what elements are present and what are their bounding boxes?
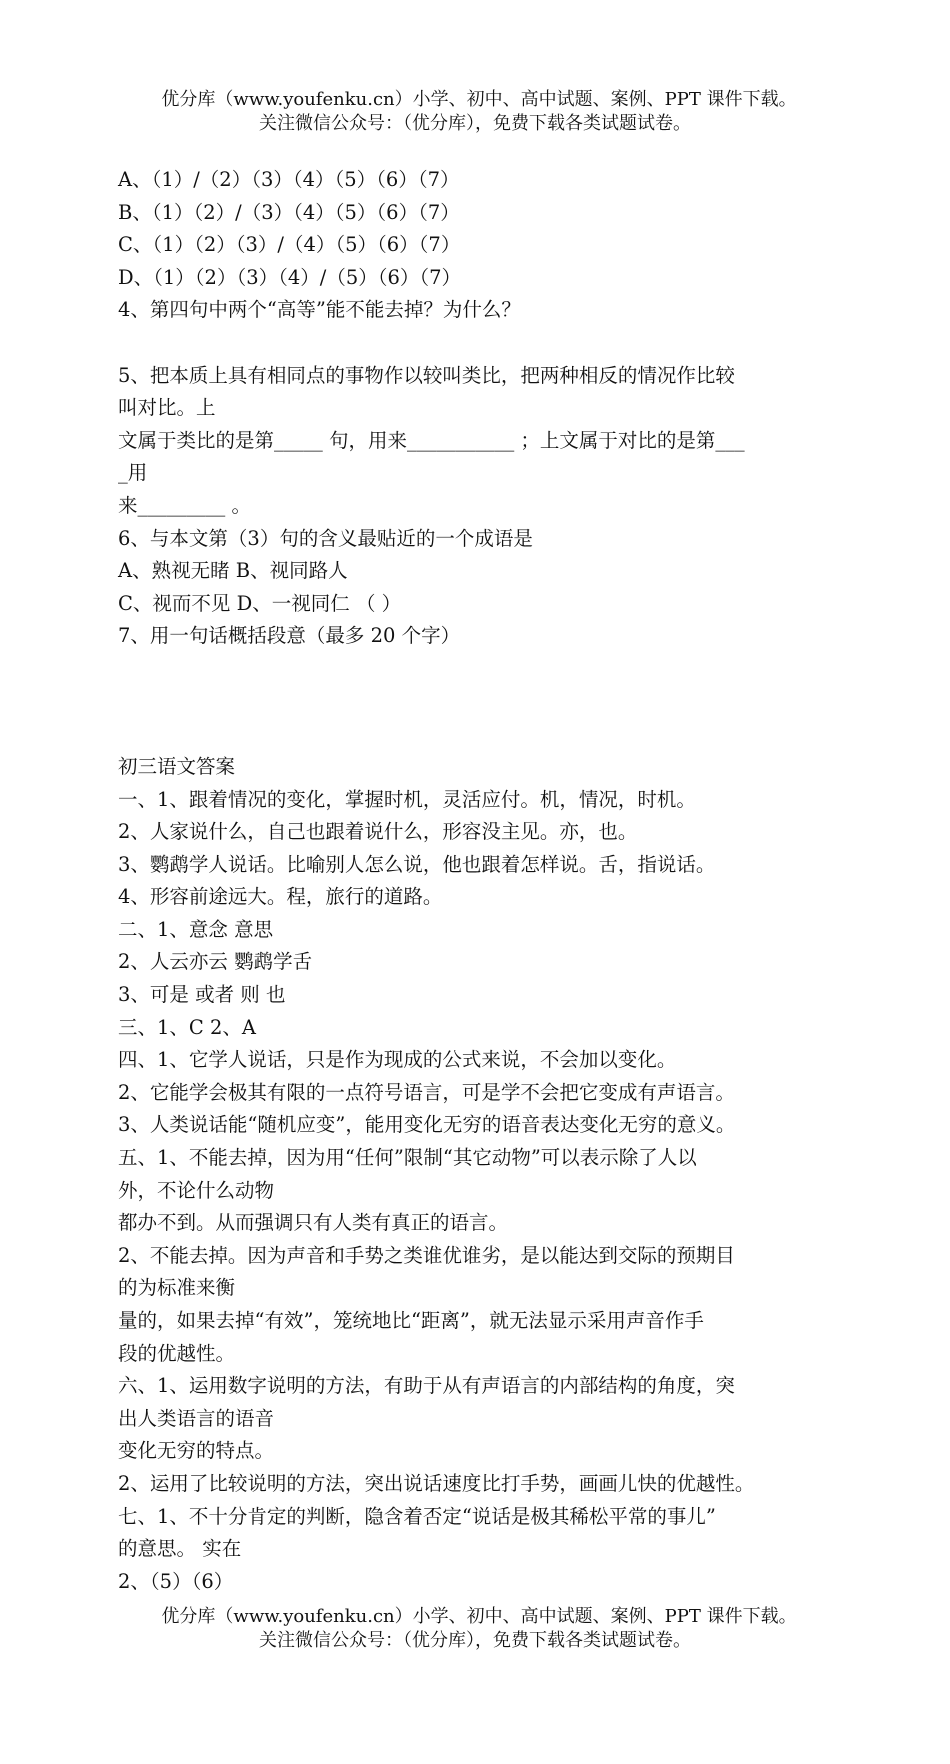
answer-line: 变化无穷的特点。 — [118, 1439, 275, 1463]
header-line-1: 优分库（www.youfenku.cn）小学、初中、高中试题、案例、PPT 课件下载。 — [161, 89, 797, 110]
answer-line: 3、人类说话能“随机应变”，能用变化无穷的语音表达变化无穷的意义。 — [118, 1113, 736, 1137]
document-body — [118, 164, 828, 1598]
question-6-options-ab: A、熟视无睹 B、视同路人 — [118, 559, 348, 583]
answer-line: 都办不到。从而强调只有人类有真正的语言。 — [118, 1211, 509, 1235]
page-header — [0, 88, 950, 136]
answer-line: 七、1、不十分肯定的判断，隐含着否定“说话是极其稀松平常的事儿” — [118, 1504, 716, 1528]
answer-line: 出人类语言的语音 — [118, 1406, 275, 1430]
question-5-line: 文属于类比的是第_____ 句，用来___________ ；上文属于对比的是第___ — [118, 428, 745, 452]
option-b: B、（1）（2）/（3）（4）（5）（6）（7） — [118, 200, 460, 224]
answer-line: 2、不能去掉。因为声音和手势之类谁优谁劣，是以能达到交际的预期目 — [118, 1243, 735, 1267]
option-a: A、（1）/（2）（3）（4）（5）（6）（7） — [118, 168, 460, 191]
question-5-line: 5、把本质上具有相同点的事物作以较叫类比，把两种相反的情况作比较 — [118, 363, 735, 387]
question-7: 7、用一句话概括段意（最多 20 个字） — [118, 624, 461, 648]
answer-line: 2、它能学会极其有限的一点符号语言，可是学不会把它变成有声语言。 — [118, 1080, 735, 1104]
answer-line: 量的，如果去掉“有效”，笼统地比“距离”，就无法显示采用声音作手 — [118, 1309, 704, 1332]
answer-line: 五、1、不能去掉，因为用“任何”限制“其它动物”可以表示除了人以 — [118, 1146, 697, 1170]
answer-line: 外，不论什么动物 — [118, 1178, 275, 1202]
answer-line: 四、1、它学人说话，只是作为现成的公式来说，不会加以变化。 — [118, 1048, 677, 1072]
question-6-options-cd: C、视而不见 D、一视同仁 （ ） — [118, 591, 402, 615]
footer-line-1: 优分库（www.youfenku.cn）小学、初中、高中试题、案例、PPT 课件下载。 — [161, 1606, 797, 1627]
question-5-line: 叫对比。上 — [118, 396, 216, 420]
page-footer — [0, 1605, 950, 1653]
answer-line: 的意思。 实在 — [118, 1537, 242, 1561]
answer-line: 2、人云亦云 鹦鹉学舌 — [118, 950, 313, 974]
answer-line: 2、（5）（6） — [118, 1569, 234, 1593]
option-d: D、（1）（2）（3）（4）/（5）（6）（7） — [118, 265, 462, 289]
answer-line: 二、1、意念 意思 — [118, 917, 274, 941]
header-line-2: 关注微信公众号：（优分库），免费下载各类试题试卷。 — [259, 113, 691, 134]
question-5-line: _用 — [118, 461, 148, 485]
answer-line: 段的优越性。 — [118, 1341, 236, 1365]
question-6: 6、与本文第（3）句的含义最贴近的一个成语是 — [118, 526, 533, 550]
answer-line: 的为标准来衡 — [118, 1276, 236, 1300]
answer-line: 六、1、运用数字说明的方法，有助于从有声语言的内部结构的角度，突 — [118, 1374, 735, 1398]
answer-line: 2、人家说什么，自己也跟着说什么，形容没主见。亦，也。 — [118, 820, 638, 844]
question-5-line: 来_________ 。 — [118, 493, 251, 517]
footer-line-2: 关注微信公众号：（优分库），免费下载各类试题试卷。 — [259, 1630, 691, 1651]
option-c: C、（1）（2）（3）/（4）（5）（6）（7） — [118, 233, 461, 257]
answer-line: 一、1、跟着情况的变化，掌握时机，灵活应付。机，情况，时机。 — [118, 787, 696, 811]
answer-line: 3、可是 或者 则 也 — [118, 983, 286, 1007]
answer-line: 4、形容前途远大。程，旅行的道路。 — [118, 885, 443, 909]
question-4: 4、第四句中两个“高等”能不能去掉？为什么？ — [118, 298, 521, 322]
answer-line: 2、运用了比较说明的方法，突出说话速度比打手势，画画儿快的优越性。 — [118, 1471, 755, 1495]
answers-title: 初三语文答案 — [118, 754, 236, 778]
answer-line: 三、1、C 2、A — [118, 1015, 257, 1039]
answer-line: 3、鹦鹉学人说话。比喻别人怎么说，他也跟着怎样说。舌，指说话。 — [118, 852, 716, 876]
